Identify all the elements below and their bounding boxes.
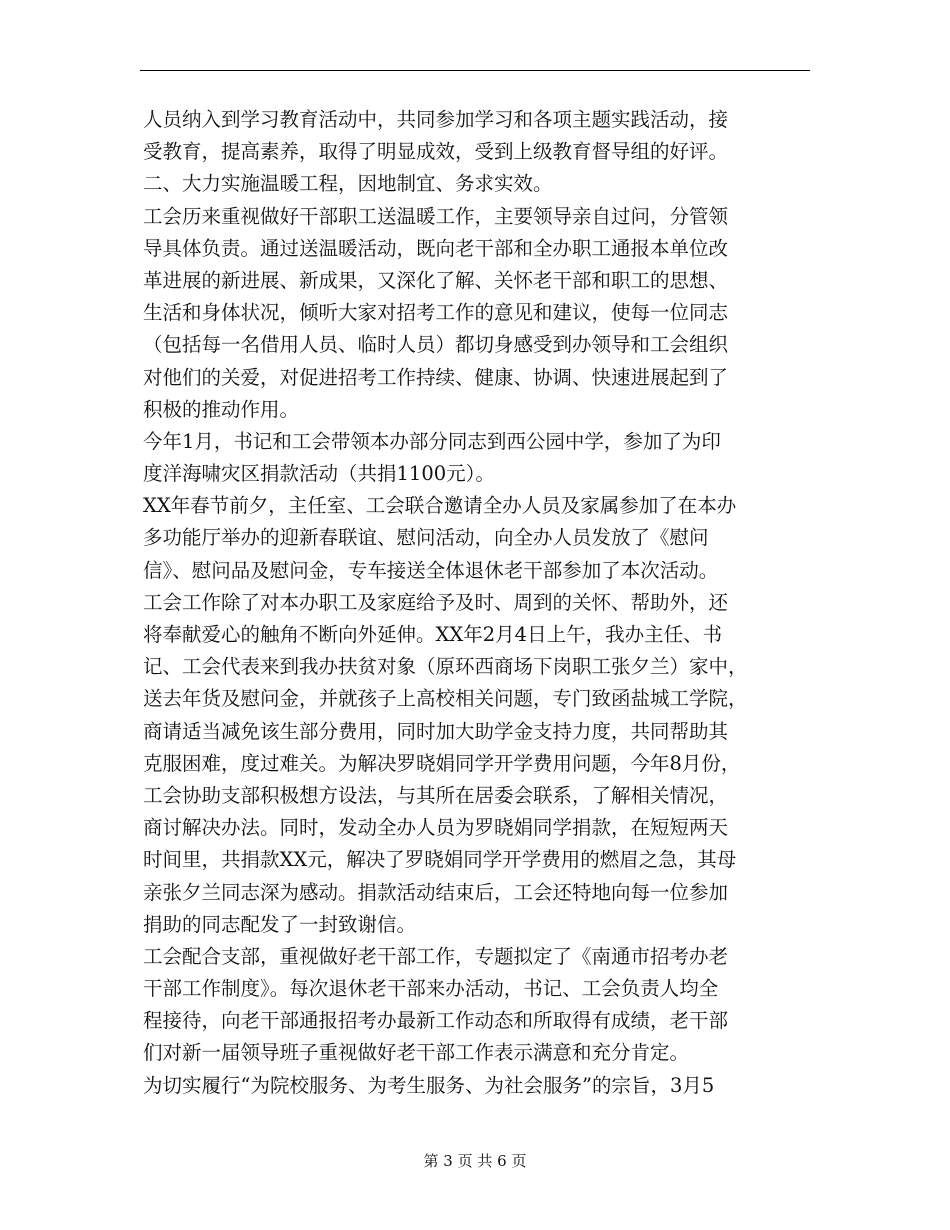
text-line: XX年春节前夕，主任室、工会联合邀请全办人员及家属参加了在本办 — [143, 494, 737, 518]
text-line: 记、工会代表来到我办扶贫对象（原环西商场下岗职工张夕兰）家中， — [143, 655, 748, 679]
text-line: 信》、慰问品及慰问金，专车接送全体退休老干部参加了本次活动。 — [143, 558, 719, 582]
text-line: 积极的推动作用。 — [143, 397, 300, 421]
text-line: 为切实履行“为院校服务、为考生服务、为社会服务”的宗旨，3月5 — [143, 1073, 715, 1097]
text-line: 受教育，提高素养，取得了明显成效，受到上级教育督导组的好评。 — [143, 140, 729, 164]
text-line: 工会配合支部，重视做好老干部工作，专题拟定了《南通市招考办老 — [143, 944, 729, 968]
text-line: 对他们的关爱，对促进招考工作持续、健康、协调、快速进展起到了 — [143, 365, 729, 389]
text-line: 时间里，共捐款XX元，解决了罗晓娟同学开学费用的燃眉之急，其母 — [143, 848, 737, 872]
text-line: 亲张夕兰同志深为感动。捐款活动结束后，工会还特地向每一位参加 — [143, 880, 729, 904]
text-line: 革进展的新进展、新成果，又深化了解、关怀老干部和职工的思想、 — [143, 268, 729, 292]
text-line: 送去年货及慰问金，并就孩子上高校相关问题，专门致函盐城工学院， — [143, 687, 748, 711]
text-line: 克服困难，度过难关。为解决罗晓娟同学开学费用问题，今年8月份， — [143, 751, 741, 775]
text-line: 捐助的同志配发了一封致谢信。 — [143, 912, 417, 936]
body-text — [143, 104, 813, 1102]
text-line: 度洋海啸灾区捐款活动（共捐1100元）。 — [143, 462, 495, 486]
text-line: 们对新一届领导班子重视做好老干部工作表示满意和充分肯定。 — [143, 1041, 690, 1065]
page-footer: 第 3 页 共 6 页 — [423, 1152, 527, 1170]
text-line: 商请适当减免该生部分费用，同时加大助学金支持力度，共同帮助其 — [143, 719, 729, 743]
text-line: 导具体负责。通过送温暖活动，既向老干部和全办职工通报本单位改 — [143, 236, 729, 260]
text-line: 生活和身体状况，倾听大家对招考工作的意见和建议，使每一位同志 — [143, 301, 729, 325]
text-line: 多功能厅举办的迎新春联谊、慰问活动，向全办人员发放了《慰问 — [143, 526, 709, 550]
text-line: 工会历来重视做好干部职工送温暖工作，主要领导亲自过问，分管领 — [143, 204, 729, 228]
text-line: 工会工作除了对本办职工及家庭给予及时、周到的关怀、帮助外，还 — [143, 590, 729, 614]
text-line: 商讨解决办法。同时，发动全办人员为罗晓娟同学捐款，在短短两天 — [143, 816, 729, 840]
section-heading: 二、大力实施温暖工程，因地制宜、务求实效。 — [143, 172, 553, 196]
text-line: 干部工作制度》。每次退休老干部来办活动，书记、工会负责人均全 — [143, 977, 719, 1001]
text-line: （包括每一名借用人员、临时人员）都切身感受到办领导和工会组织 — [143, 333, 729, 357]
text-line: 工会协助支部积极想方设法，与其所在居委会联系，了解相关情况， — [143, 783, 729, 807]
text-line: 人员纳入到学习教育活动中，共同参加学习和各项主题实践活动，接 — [143, 108, 729, 131]
text-line: 将奉献爱心的触角不断向外延伸。XX年2月4日上午，我办主任、书 — [143, 623, 723, 646]
text-line: 程接待，向老干部通报招考办最新工作动态和所取得有成绩，老干部 — [143, 1009, 729, 1033]
header-rule — [140, 70, 810, 71]
text-line: 今年1月，书记和工会带领本办部分同志到西公园中学，参加了为印 — [143, 429, 721, 453]
